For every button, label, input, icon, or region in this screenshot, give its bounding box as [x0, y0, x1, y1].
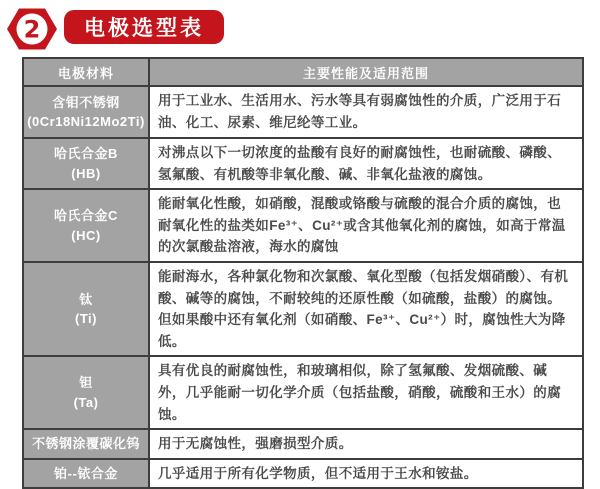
table-row	[23, 138, 583, 189]
material-sub: (HB)	[71, 165, 101, 181]
material-sub: (0Cr18Ni12Mo2Ti)	[27, 114, 145, 129]
material-cell	[23, 459, 149, 489]
description-cell: 用于无腐蚀性，强磨损型介质。	[149, 429, 583, 459]
column-header-performance: 主要性能及适用范围	[149, 58, 583, 86]
table-header-row	[23, 58, 583, 86]
material-name: 铂--铱合金	[54, 465, 118, 481]
material-name: 钛	[79, 291, 93, 307]
material-sub: (Ta)	[73, 394, 99, 410]
description-cell: 用于工业水、生活用水、污水等具有弱腐蚀性的介质，广泛用于石油、化工、尿素、维尼纶等工业。	[149, 86, 583, 138]
material-name: 不锈钢涂覆碳化钨	[31, 436, 140, 452]
table-row	[23, 262, 583, 356]
material-cell	[23, 429, 149, 459]
material-name: 含钼不锈钢	[52, 94, 120, 110]
material-cell	[23, 138, 149, 189]
column-header-material: 电极材料	[23, 58, 149, 86]
description-cell: 对沸点以下一切浓度的盐酸有良好的耐腐蚀性，也耐硫酸、磷酸、氢氟酸、有机酸等非氧化酸、碱、非氧化盐液的腐蚀。	[149, 138, 583, 189]
badge-number: 2	[23, 15, 41, 44]
page-title: 电极选型表	[84, 17, 204, 40]
description-cell: 几乎适用于所有化学物质，但不适用于王水和铵盐。	[149, 459, 583, 489]
hexagon-badge-icon	[5, 6, 59, 52]
table-row	[23, 429, 583, 459]
table-row	[23, 356, 583, 429]
section-number-badge	[5, 6, 59, 52]
material-cell	[23, 189, 149, 262]
material-cell	[23, 262, 149, 356]
material-name: 哈氏合金B	[54, 146, 118, 162]
electrode-selection-table	[22, 57, 584, 489]
material-cell	[23, 356, 149, 429]
table-row	[23, 459, 583, 489]
material-name: 钽	[79, 375, 93, 391]
description-cell: 能耐海水，各种氯化物和次氯酸、氧化型酸（包括发烟硝酸）、有机酸、碱等的腐蚀，不耐较纯的还原性酸（如硫酸，盐酸）的腐蚀。但如果酸中还有氧化剂（如硝酸、Fe³⁺、Cu²⁺）时，腐蚀性大为降低。	[149, 262, 583, 356]
description-cell: 能耐氧化性酸，如硝酸，混酸或铬酸与硫酸的混合介质的腐蚀，也耐氧化性的盐类如Fe³⁺、Cu²⁺或含其他氧化剂的腐蚀，如高于常温的次氯酸盐溶液，海水的腐蚀	[149, 189, 583, 262]
section-title-banner	[64, 10, 224, 44]
material-sub: (HC)	[71, 227, 101, 243]
description-cell: 具有优良的耐腐蚀性，和玻璃相似，除了氢氟酸、发烟硫酸、碱外，几乎能耐一切化学介质（包括盐酸，硝酸，硫酸和王水）的腐蚀。	[149, 356, 583, 429]
material-cell	[23, 86, 149, 138]
table-row	[23, 86, 583, 138]
material-name: 哈氏合金C	[54, 208, 118, 224]
table-row	[23, 189, 583, 262]
material-sub: (Ti)	[75, 311, 97, 327]
